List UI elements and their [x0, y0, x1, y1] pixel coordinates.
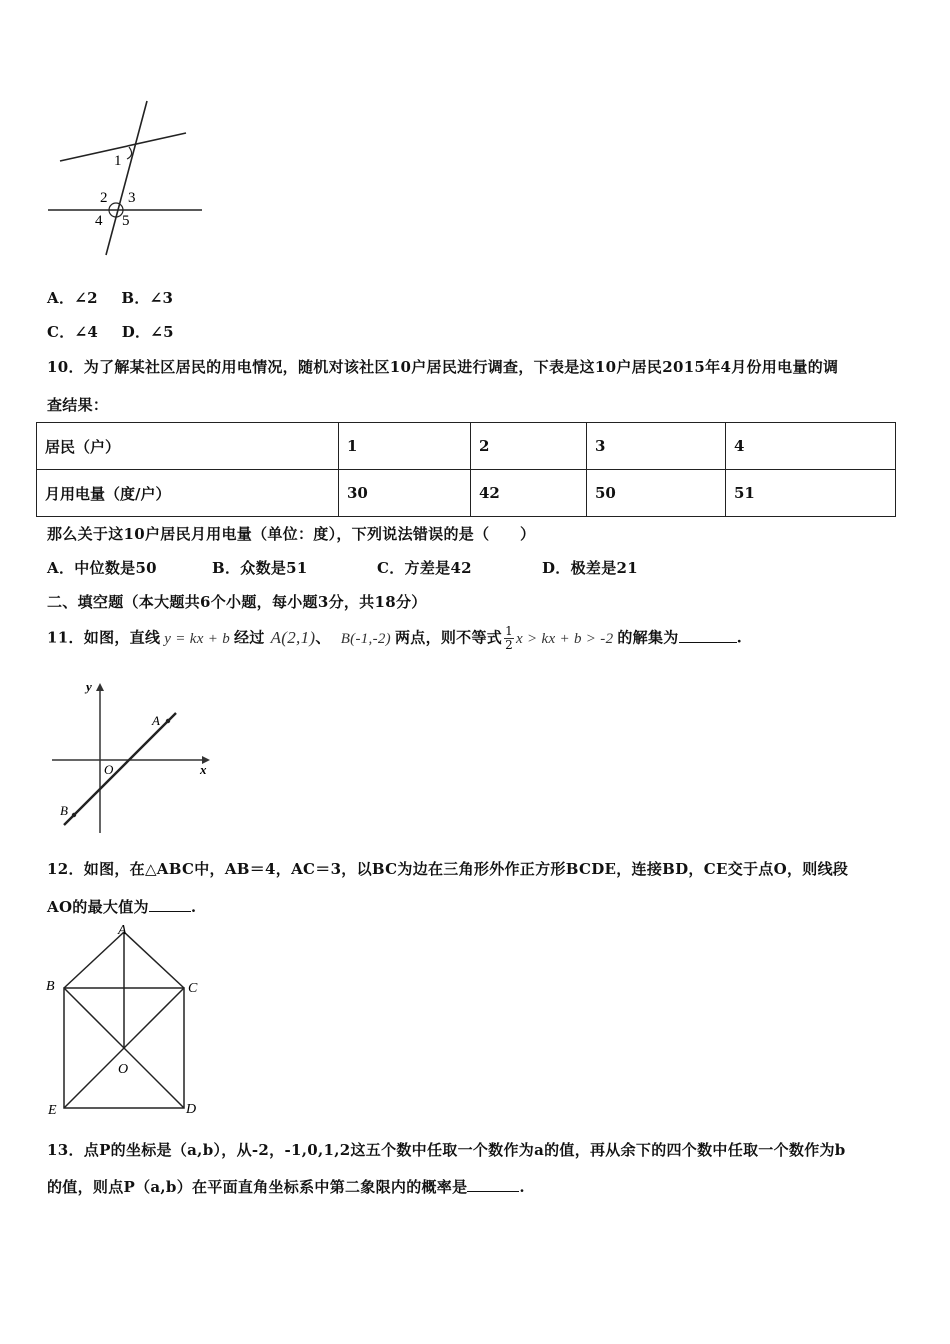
q9-option-d[interactable]: D．∠5: [121, 323, 174, 341]
origin-label: O: [104, 762, 114, 777]
table-row: [37, 470, 896, 517]
q11-point-a: A(2,1): [270, 627, 316, 647]
q11-point-b: B(-1,-2): [340, 630, 391, 647]
q9-figure: [40, 95, 215, 260]
x-axis-label: x: [200, 762, 207, 777]
angle-label-4: 4: [95, 213, 103, 229]
point-b-dot: [72, 813, 76, 817]
transversal-line: [106, 101, 147, 255]
q10-option-c[interactable]: C．方差是42: [377, 559, 472, 577]
point-o-label: O: [118, 1062, 129, 1077]
graph-line: [64, 713, 176, 825]
point-d-label: D: [186, 1102, 197, 1117]
q10-stem-line-1: 10．为了解某社区居民的用电情况，随机对该社区10户居民进行调查，下表是这10户居民2015年4月份用电量的调: [47, 358, 839, 376]
q13-stem-line-2: 的值，则点P（a,b）在平面直角坐标系中第二象限内的概率是 .: [47, 1178, 525, 1196]
q9-option-a[interactable]: A．∠2: [47, 289, 98, 307]
angle-label-1: 1: [114, 153, 122, 169]
table-cell: 居民（户）: [37, 423, 339, 470]
q12-stem-line-1: 12．如图，在△ABC中，AB＝4，AC＝3，以BC为边在三角形外作正方形BCDE，连接BD，CE交于点O，则线段: [47, 860, 849, 878]
q12-figure: [40, 920, 210, 1120]
y-axis-label: y: [86, 679, 92, 694]
q10-stem-line-2: 查结果：: [47, 396, 109, 414]
angle-label-5: 5: [122, 213, 130, 229]
q11-inequality: x > kx + b > -2: [516, 630, 614, 647]
q12-answer-blank[interactable]: [149, 897, 191, 912]
table-cell: 1: [339, 423, 471, 470]
point-a-label: A: [152, 713, 160, 728]
q11-stem: 11．如图，直线 y = kx + b 经过 A(2,1)、 B(-1,-2) 两点，则不等式 $\frac{1}{2}$ x > kx + b > -2 的解集为 .: [47, 624, 743, 652]
y-axis-arrow-icon: [96, 683, 104, 691]
q9-options-row-2: [47, 321, 192, 342]
q11-line-equation: y = kx + b: [164, 630, 230, 647]
q13-stem-line-1: 13．点P的坐标是（a,b），从-2，-1,0,1,2这五个数中任取一个数作为a的值，再从余下的四个数中任取一个数作为b: [47, 1141, 846, 1159]
angle-1-arc: [127, 147, 132, 159]
upper-line: [60, 133, 186, 161]
table-cell: 3: [587, 423, 726, 470]
point-c-label: C: [188, 981, 198, 996]
q11-fraction: $\frac{1}{2}$: [505, 624, 514, 652]
table-cell: 51: [726, 470, 896, 517]
table-cell: 50: [587, 470, 726, 517]
q9-options-row-1: [47, 287, 191, 308]
q10-option-a[interactable]: A．中位数是50: [47, 559, 157, 577]
section-2-title: 二、填空题（本大题共6个小题，每小题3分，共18分）: [47, 593, 427, 611]
angle-label-2: 2: [100, 190, 108, 206]
q13-answer-blank[interactable]: [467, 1177, 519, 1192]
point-b-label: B: [60, 803, 68, 818]
segment-ab: [64, 932, 124, 988]
point-a-dot: [166, 719, 170, 723]
table-row: [37, 423, 896, 470]
table-cell: 30: [339, 470, 471, 517]
q10-table: [36, 422, 896, 517]
table-cell: 4: [726, 423, 896, 470]
q10-question: 那么关于这10户居民月用电量（单位：度），下列说法错误的是（ ）: [47, 525, 536, 543]
q10-option-d[interactable]: D．极差是21: [542, 559, 638, 577]
segment-ac: [124, 932, 184, 988]
table-cell: 2: [471, 423, 587, 470]
q11-answer-blank[interactable]: [679, 628, 737, 643]
table-cell: 月用电量（度/户）: [37, 470, 339, 517]
point-e-label: E: [48, 1103, 57, 1118]
q10-option-b[interactable]: B．众数是51: [212, 559, 308, 577]
q12-stem-line-2: AO的最大值为 .: [47, 898, 197, 916]
q11-figure: [48, 675, 218, 840]
point-b-label: B: [46, 979, 55, 994]
point-a-label: A: [118, 923, 127, 938]
table-cell: 42: [471, 470, 587, 517]
angle-label-3: 3: [128, 190, 136, 206]
q9-option-c[interactable]: C．∠4: [47, 323, 99, 341]
q9-option-b[interactable]: B．∠3: [121, 289, 174, 307]
